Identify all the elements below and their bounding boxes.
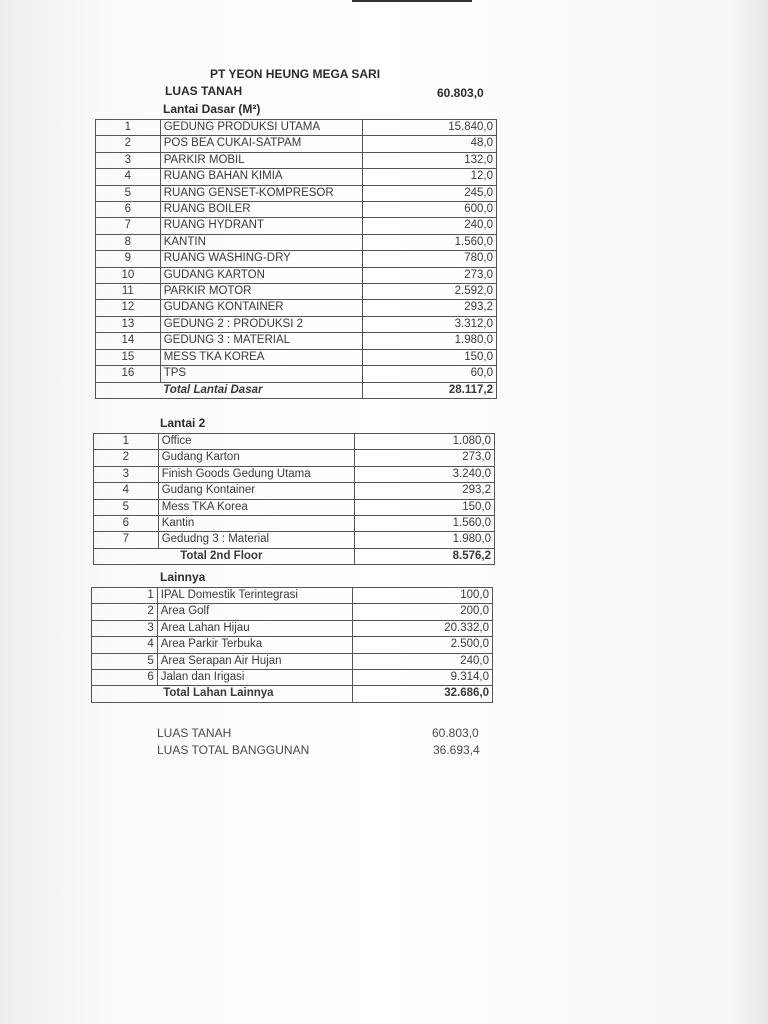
summary-luas-bangunan-value: 36.693,4 (433, 743, 480, 757)
row-name: Gudang Kontainer (158, 483, 355, 499)
row-name: GEDUNG 2 : PRODUKSI 2 (160, 316, 362, 332)
lantai-dasar-row (96, 316, 497, 332)
lantai-dasar-row (96, 333, 497, 349)
page-edge-shadow (728, 0, 768, 1024)
row-number: 8 (96, 234, 161, 250)
lantai-dasar-row (96, 152, 497, 168)
lantai-dasar-row (96, 366, 497, 382)
row-name: Area Golf (157, 604, 353, 620)
lantai-2-row (94, 434, 495, 450)
row-number: 13 (96, 316, 161, 332)
lantai-dasar-row (96, 185, 497, 201)
row-number: 4 (96, 169, 161, 185)
row-number: 1 (92, 588, 158, 604)
row-name: Kantin (158, 516, 355, 532)
lantai-dasar-row (96, 349, 497, 365)
lantai-dasar-row (96, 136, 497, 152)
lainnya-row (92, 620, 493, 636)
row-name: RUANG BAHAN KIMIA (160, 169, 362, 185)
row-number: 1 (94, 434, 159, 450)
luas-tanah-value: 60.803,0 (437, 86, 484, 100)
lantai-2-row (94, 483, 495, 499)
lantai-2-heading: Lantai 2 (160, 416, 206, 430)
row-name: Finish Goods Gedung Utama (158, 466, 355, 482)
row-name: KANTIN (160, 234, 362, 250)
row-number: 5 (96, 185, 161, 201)
row-value: 100,0 (353, 588, 493, 604)
lainnya-row (92, 604, 493, 620)
row-value: 150,0 (355, 499, 495, 515)
summary-luas-tanah-value: 60.803,0 (432, 726, 479, 740)
lainnya-total-value: 32.686,0 (353, 686, 493, 702)
row-number: 6 (92, 670, 158, 686)
row-name: TPS (160, 366, 362, 382)
summary-luas-bangunan-label: LUAS TOTAL BANGGUNAN (157, 743, 310, 757)
row-name: RUANG GENSET-KOMPRESOR (160, 185, 362, 201)
lainnya-row (92, 637, 493, 653)
row-name: GEDUNG 3 : MATERIAL (160, 333, 362, 349)
row-value: 293,2 (355, 483, 495, 499)
row-value: 273,0 (355, 450, 495, 466)
row-value: 245,0 (362, 185, 496, 201)
lantai-2-row (94, 466, 495, 482)
lantai-dasar-row (96, 218, 497, 234)
luas-tanah-label: LUAS TANAH (165, 84, 243, 98)
row-value: 200,0 (353, 604, 493, 620)
row-number: 2 (96, 136, 161, 152)
row-name: PARKIR MOTOR (160, 284, 362, 300)
row-name: Area Parkir Terbuka (157, 637, 353, 653)
row-name: Gedudng 3 : Material (158, 532, 355, 548)
lantai-dasar-total-label: Total Lantai Dasar (160, 382, 362, 398)
row-name: MESS TKA KOREA (160, 349, 362, 365)
row-value: 60,0 (362, 366, 496, 382)
row-number: 12 (96, 300, 161, 316)
row-value: 48,0 (362, 136, 496, 152)
lantai-2-total-row (94, 548, 495, 564)
lainnya-heading: Lainnya (160, 570, 206, 584)
top-edge-line (352, 0, 472, 2)
row-number: 1 (96, 120, 161, 136)
row-name: Office (158, 434, 355, 450)
row-number: 16 (96, 366, 161, 382)
lantai-dasar-row (96, 169, 497, 185)
row-name: IPAL Domestik Terintegrasi (157, 588, 353, 604)
row-number: 6 (94, 516, 159, 532)
lainnya-total-label: Total Lahan Lainnya (157, 686, 353, 702)
row-number: 6 (96, 202, 161, 218)
lantai-dasar-row (96, 251, 497, 267)
lantai-2-total-value: 8.576,2 (355, 548, 495, 564)
row-value: 132,0 (362, 152, 496, 168)
lantai-dasar-row (96, 234, 497, 250)
row-number: 9 (96, 251, 161, 267)
row-number: 11 (96, 284, 161, 300)
lantai-dasar-total-value: 28.117,2 (362, 382, 496, 398)
lainnya-row (92, 653, 493, 669)
row-value: 9.314,0 (353, 670, 493, 686)
row-value: 150,0 (362, 349, 496, 365)
row-number: 10 (96, 267, 161, 283)
row-name: GEDUNG PRODUKSI UTAMA (160, 120, 362, 136)
row-number: 15 (96, 349, 161, 365)
row-value: 1.980,0 (355, 532, 495, 548)
row-number: 4 (92, 637, 158, 653)
row-name: RUANG WASHING-DRY (160, 251, 362, 267)
row-name: RUANG HYDRANT (160, 218, 362, 234)
row-value: 600,0 (362, 202, 496, 218)
row-name: POS BEA CUKAI-SATPAM (160, 136, 362, 152)
row-name: Area Lahan Hijau (157, 620, 353, 636)
row-name: GUDANG KONTAINER (160, 300, 362, 316)
row-value: 2.500,0 (353, 637, 493, 653)
row-name: Mess TKA Korea (158, 499, 355, 515)
row-number: 2 (94, 450, 159, 466)
lantai-dasar-row (96, 300, 497, 316)
row-number: 7 (96, 218, 161, 234)
row-number: 5 (94, 499, 159, 515)
lainnya-table (91, 587, 493, 703)
lainnya-total-row (92, 686, 493, 702)
lantai-2-row (94, 516, 495, 532)
row-value: 2.592,0 (362, 284, 496, 300)
lantai-dasar-row (96, 120, 497, 136)
lantai-dasar-total-row (96, 382, 497, 398)
document-title: PT YEON HEUNG MEGA SARI (210, 67, 381, 81)
lantai-2-table (93, 433, 495, 565)
lantai-2-row (94, 532, 495, 548)
lantai-2-row (94, 499, 495, 515)
row-value: 1.560,0 (362, 234, 496, 250)
summary-luas-tanah-label: LUAS TANAH (157, 726, 232, 740)
lantai-dasar-row (96, 267, 497, 283)
row-number: 3 (96, 152, 161, 168)
row-name: GUDANG KARTON (160, 267, 362, 283)
row-value: 1.980,0 (362, 333, 496, 349)
lantai-dasar-row (96, 284, 497, 300)
row-number: 5 (92, 653, 158, 669)
row-value: 20.332,0 (353, 620, 493, 636)
row-value: 3.240,0 (355, 466, 495, 482)
row-value: 1.560,0 (355, 516, 495, 532)
row-value: 1.080,0 (355, 434, 495, 450)
row-value: 240,0 (353, 653, 493, 669)
row-value: 273,0 (362, 267, 496, 283)
row-value: 780,0 (362, 251, 496, 267)
row-number: 3 (94, 466, 159, 482)
row-name: Area Serapan Air Hujan (157, 653, 353, 669)
row-name: RUANG BOILER (160, 202, 362, 218)
lantai-dasar-heading: Lantai Dasar (M²) (163, 102, 261, 116)
row-number: 14 (96, 333, 161, 349)
row-value: 3.312,0 (362, 316, 496, 332)
row-number: 3 (92, 620, 158, 636)
lantai-dasar-row (96, 202, 497, 218)
row-name: PARKIR MOBIL (160, 152, 362, 168)
row-value: 240,0 (362, 218, 496, 234)
lainnya-row (92, 670, 493, 686)
lantai-2-total-label: Total 2nd Floor (158, 548, 355, 564)
row-value: 293,2 (362, 300, 496, 316)
row-value: 12,0 (362, 169, 496, 185)
lainnya-row (92, 588, 493, 604)
row-name: Gudang Karton (158, 450, 355, 466)
row-number: 4 (94, 483, 159, 499)
row-name: Jalan dan Irigasi (157, 670, 353, 686)
row-number: 7 (94, 532, 159, 548)
lantai-2-row (94, 450, 495, 466)
row-number: 2 (92, 604, 158, 620)
row-value: 15.840,0 (362, 120, 496, 136)
lantai-dasar-table (95, 119, 497, 399)
